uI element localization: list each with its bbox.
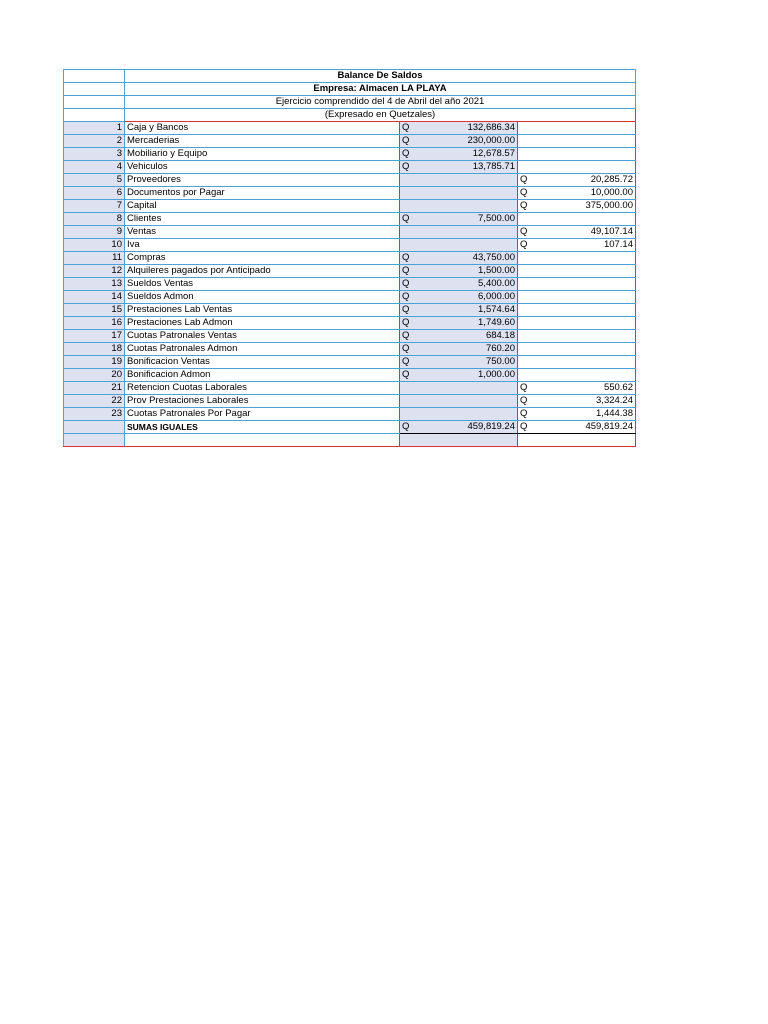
currency-symbol: Q: [520, 395, 528, 406]
credit-cell: [518, 135, 636, 148]
account-row: [64, 291, 636, 304]
account-row: [64, 356, 636, 369]
empty-cell: [64, 421, 125, 434]
account-name: Capital: [125, 200, 400, 213]
credit-cell: [518, 369, 636, 382]
empty-cell: [400, 434, 518, 447]
credit-cell: [518, 187, 636, 200]
total-debit-cell: [400, 421, 518, 434]
account-name: Cuotas Patronales Ventas: [125, 330, 400, 343]
account-name: Clientes: [125, 213, 400, 226]
credit-cell: [518, 122, 636, 135]
currency-symbol: Q: [402, 330, 410, 341]
credit-cell: [518, 239, 636, 252]
amount-value: 459,819.24: [467, 421, 515, 432]
account-row: [64, 122, 636, 135]
account-row: [64, 408, 636, 421]
amount-value: 230,000.00: [467, 135, 515, 146]
debit-cell: [400, 382, 518, 395]
account-name: Mobiliario y Equipo: [125, 148, 400, 161]
amount-value: 107.14: [603, 239, 633, 250]
account-row: [64, 200, 636, 213]
account-row: [64, 343, 636, 356]
amount-value: 459,819.24: [585, 421, 633, 432]
row-number: 9: [64, 226, 125, 239]
credit-cell: [518, 161, 636, 174]
debit-cell: [400, 239, 518, 252]
currency-symbol: Q: [520, 382, 528, 393]
account-name: Proveedores: [125, 174, 400, 187]
amount-value: 7,500.00: [478, 213, 515, 224]
account-name: Prestaciones Lab Ventas: [125, 304, 400, 317]
header-period-row: [64, 96, 636, 109]
credit-cell: [518, 278, 636, 291]
debit-cell: [400, 343, 518, 356]
row-number: 10: [64, 239, 125, 252]
account-row: [64, 369, 636, 382]
credit-cell: [518, 148, 636, 161]
account-row: [64, 317, 636, 330]
debit-cell: [400, 213, 518, 226]
debit-cell: [400, 330, 518, 343]
account-row: [64, 265, 636, 278]
empty-cell: [64, 83, 125, 96]
debit-cell: [400, 252, 518, 265]
amount-value: 3,324.24: [596, 395, 633, 406]
row-number: 12: [64, 265, 125, 278]
account-name: Bonificacion Admon: [125, 369, 400, 382]
row-number: 21: [64, 382, 125, 395]
currency-symbol: Q: [520, 239, 528, 250]
amount-value: 43,750.00: [472, 252, 515, 263]
row-number: 16: [64, 317, 125, 330]
account-row: [64, 148, 636, 161]
header-title-row: [64, 70, 636, 83]
total-credit-cell: [518, 421, 636, 434]
account-row: [64, 187, 636, 200]
credit-cell: [518, 356, 636, 369]
credit-cell: [518, 304, 636, 317]
header-currency-row: [64, 109, 636, 122]
credit-cell: [518, 408, 636, 421]
amount-value: 1,500.00: [478, 265, 515, 276]
account-name: Caja y Bancos: [125, 122, 400, 135]
account-name: Retencion Cuotas Laborales: [125, 382, 400, 395]
credit-cell: [518, 395, 636, 408]
debit-cell: [400, 369, 518, 382]
row-number: 18: [64, 343, 125, 356]
account-row: [64, 395, 636, 408]
account-row: [64, 226, 636, 239]
empty-cell: [518, 434, 636, 447]
amount-value: 132,686.34: [467, 122, 515, 133]
credit-cell: [518, 317, 636, 330]
account-name: Compras: [125, 252, 400, 265]
currency-symbol: Q: [402, 161, 410, 172]
account-name: Prestaciones Lab Admon: [125, 317, 400, 330]
currency-symbol: Q: [402, 135, 410, 146]
currency-symbol: Q: [402, 122, 410, 133]
currency-symbol: Q: [402, 421, 410, 432]
amount-value: 10,000.00: [590, 187, 633, 198]
totals-row: [64, 421, 636, 434]
empty-cell: [64, 70, 125, 83]
account-row: [64, 161, 636, 174]
row-number: 22: [64, 395, 125, 408]
account-name: Mercaderias: [125, 135, 400, 148]
amount-value: 12,678.57: [472, 148, 515, 159]
debit-cell: [400, 174, 518, 187]
row-number: 19: [64, 356, 125, 369]
credit-cell: [518, 265, 636, 278]
account-name: Cuotas Patronales Admon: [125, 343, 400, 356]
account-name: Bonificacion Ventas: [125, 356, 400, 369]
account-name: Sueldos Admon: [125, 291, 400, 304]
amount-value: 750.00: [485, 356, 515, 367]
row-number: 6: [64, 187, 125, 200]
period-text: Ejercicio comprendido del 4 de Abril del año 2021: [125, 96, 636, 109]
header-company-row: [64, 83, 636, 96]
currency-symbol: Q: [520, 200, 528, 211]
debit-cell: [400, 148, 518, 161]
credit-cell: [518, 330, 636, 343]
row-number: 2: [64, 135, 125, 148]
account-name: Prov Prestaciones Laborales: [125, 395, 400, 408]
debit-cell: [400, 187, 518, 200]
amount-value: 1,574.64: [478, 304, 515, 315]
row-number: 8: [64, 213, 125, 226]
row-number: 15: [64, 304, 125, 317]
account-row: [64, 278, 636, 291]
credit-cell: [518, 213, 636, 226]
balance-sheet-table: [63, 69, 636, 447]
amount-value: 20,285.72: [590, 174, 633, 185]
amount-value: 1,444.38: [596, 408, 633, 419]
currency-symbol: Q: [520, 187, 528, 198]
account-row: [64, 174, 636, 187]
debit-cell: [400, 304, 518, 317]
credit-cell: [518, 343, 636, 356]
account-name: Vehiculos: [125, 161, 400, 174]
currency-symbol: Q: [520, 421, 528, 432]
row-number: 20: [64, 369, 125, 382]
row-number: 5: [64, 174, 125, 187]
debit-cell: [400, 161, 518, 174]
credit-cell: [518, 226, 636, 239]
empty-cell: [64, 434, 125, 447]
row-number: 23: [64, 408, 125, 421]
row-number: 11: [64, 252, 125, 265]
account-name: Ventas: [125, 226, 400, 239]
currency-symbol: Q: [402, 356, 410, 367]
debit-cell: [400, 122, 518, 135]
currency-symbol: Q: [402, 213, 410, 224]
account-row: [64, 382, 636, 395]
account-name: Sueldos Ventas: [125, 278, 400, 291]
debit-cell: [400, 356, 518, 369]
amount-value: 1,000.00: [478, 369, 515, 380]
debit-cell: [400, 291, 518, 304]
sheet-title: Balance De Saldos: [125, 70, 636, 83]
amount-value: 760.20: [485, 343, 515, 354]
currency-note: (Expresado en Quetzales): [125, 109, 636, 122]
currency-symbol: Q: [402, 265, 410, 276]
amount-value: 684.18: [485, 330, 515, 341]
amount-value: 6,000.00: [478, 291, 515, 302]
currency-symbol: Q: [402, 291, 410, 302]
debit-cell: [400, 317, 518, 330]
debit-cell: [400, 278, 518, 291]
credit-cell: [518, 174, 636, 187]
account-row: [64, 239, 636, 252]
row-number: 3: [64, 148, 125, 161]
account-row: [64, 252, 636, 265]
credit-cell: [518, 382, 636, 395]
currency-symbol: Q: [520, 174, 528, 185]
row-number: 17: [64, 330, 125, 343]
credit-cell: [518, 291, 636, 304]
row-number: 13: [64, 278, 125, 291]
credit-cell: [518, 200, 636, 213]
amount-value: 13,785.71: [472, 161, 515, 172]
currency-symbol: Q: [402, 278, 410, 289]
row-number: 4: [64, 161, 125, 174]
debit-cell: [400, 200, 518, 213]
amount-value: 550.62: [603, 382, 633, 393]
credit-cell: [518, 252, 636, 265]
currency-symbol: Q: [520, 226, 528, 237]
currency-symbol: Q: [402, 343, 410, 354]
debit-cell: [400, 135, 518, 148]
currency-symbol: Q: [520, 408, 528, 419]
currency-symbol: Q: [402, 369, 410, 380]
currency-symbol: Q: [402, 252, 410, 263]
totals-label: SUMAS IGUALES: [125, 421, 400, 434]
row-number: 14: [64, 291, 125, 304]
account-row: [64, 135, 636, 148]
account-row: [64, 304, 636, 317]
account-name: Alquileres pagados por Anticipado: [125, 265, 400, 278]
row-number: 7: [64, 200, 125, 213]
debit-cell: [400, 395, 518, 408]
account-row: [64, 213, 636, 226]
empty-cell: [64, 96, 125, 109]
amount-value: 5,400.00: [478, 278, 515, 289]
account-row: [64, 330, 636, 343]
empty-cell: [125, 434, 400, 447]
amount-value: 375,000.00: [585, 200, 633, 211]
debit-cell: [400, 226, 518, 239]
amount-value: 49,107.14: [590, 226, 633, 237]
debit-cell: [400, 408, 518, 421]
account-name: Documentos por Pagar: [125, 187, 400, 200]
amount-value: 1,749.60: [478, 317, 515, 328]
account-name: Cuotas Patronales Por Pagar: [125, 408, 400, 421]
currency-symbol: Q: [402, 304, 410, 315]
row-number: 1: [64, 122, 125, 135]
debit-cell: [400, 265, 518, 278]
account-name: Iva: [125, 239, 400, 252]
empty-cell: [64, 109, 125, 122]
empty-row: [64, 434, 636, 447]
company-name: Empresa: Almacen LA PLAYA: [125, 83, 636, 96]
currency-symbol: Q: [402, 148, 410, 159]
currency-symbol: Q: [402, 317, 410, 328]
